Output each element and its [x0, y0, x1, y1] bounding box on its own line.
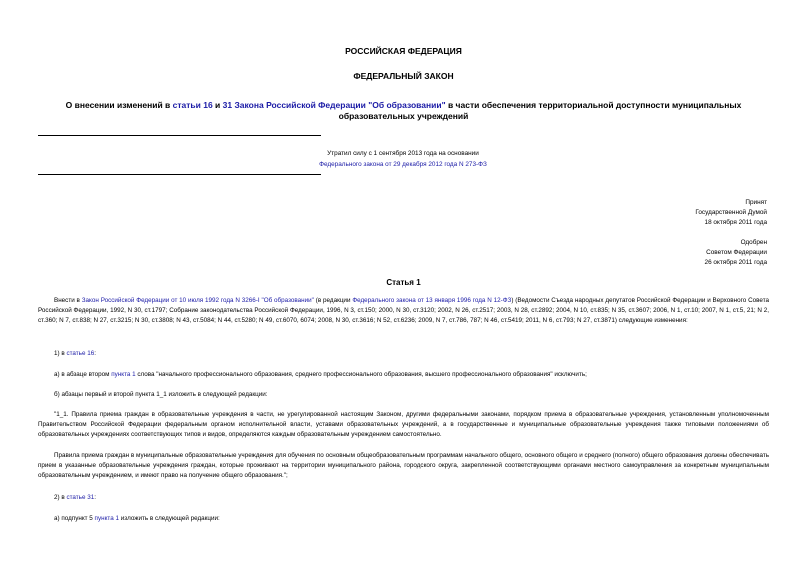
paragraph-text: а) подпункт 5 — [54, 515, 95, 522]
adopted-date: 18 октября 2011 года — [704, 219, 767, 226]
law-title — [40, 100, 767, 122]
link-article-31-item[interactable]: статье 31 — [66, 494, 95, 501]
subitem-2a — [38, 514, 769, 524]
subitem-1b: б) абзацы первый и второй пункта 1_1 изложить в следующей редакции: — [54, 391, 268, 398]
approved-label: Одобрен — [740, 239, 767, 246]
status-note-text: Утратил силу с 1 сентября 2013 года на основании — [327, 150, 479, 157]
link-article-31-law[interactable]: 31 Закона Российской Федерации "Об образовании" — [222, 100, 446, 110]
paragraph-text: изложить в следующей редакции: — [118, 515, 220, 522]
paragraph-text: : — [94, 350, 96, 357]
status-note — [100, 148, 706, 170]
link-article-16[interactable]: статьи 16 — [172, 100, 213, 110]
link-education-law[interactable]: Закон Российской Федерации от 10 июля 1992 года N 3266-I "Об образовании" — [81, 297, 314, 304]
paragraph-text: ) (Ведомости Съезда народных депутатов Российской Федерации и Верховного Совета Российской Федерации, 1992, N 30, ст.1797; Собрание законодательства Российской Федерации, 1996, N 3, ст.150; 2000, N 30, ст.3120; 2002, N 26, ст.2517; 2003, N 28, ст.2892; 2004, N 10, ст.835; N 35, ст.3607; 2006, N 1, ст.10; 2007, N 1, ст.5, 21; N 2, ст.360; N 7, ст.838; N 27, ст.3215; N 30, ст.3808; N 43, ст.5084; N 44, ст.5280; N 49, ст.6070, 6074; 2008, N 30, ст.3616; N 52, ст.6236; 2009, N 7, ст.786, 787; N 46, ст.5419; 2011, N 6, ст.793; N 27, ст.3871) следующие изменения: — [38, 297, 770, 325]
link-repealing-law[interactable]: Федерального закона от 29 декабря 2012 года N 273-ФЗ — [319, 161, 487, 168]
law-title-text: и — [212, 100, 223, 110]
paragraph-text: Внести в — [54, 297, 82, 304]
adopted-body: Государственной Думой — [695, 209, 767, 216]
article-title: Статья 1 — [386, 278, 421, 287]
link-point-1-art31[interactable]: пункта 1 — [94, 515, 119, 522]
quote-paragraph-2: Правила приема граждан в муниципальные образовательные учреждения для обучения по основным общеобразовательным программам начального общего, основного общего и среднего (полного) общего образования должны обеспечивать прием в указанные образовательные учреждения граждан, которые проживают на территории муниципального района, городского округа, закрепленной соответствующими органами местного самоуправления за конкретным муниципальным образовательным учреждением, и имеют право на получение общего образования."; — [38, 452, 769, 480]
country-title: РОССИЙСКАЯ ФЕДЕРАЦИЯ — [345, 46, 462, 56]
divider — [38, 135, 321, 136]
link-article-16-item[interactable]: статье 16 — [66, 350, 95, 357]
paragraph-text: а) в абзаце втором — [54, 371, 112, 378]
approved-block — [705, 238, 767, 268]
approved-body: Советом Федерации — [706, 249, 767, 256]
link-point-1[interactable]: пункта 1 — [111, 371, 136, 378]
item-2 — [38, 493, 769, 503]
paragraph-text: слова "начального профессионального образования, среднего профессионального образования, высшего профессионального образования" исключить; — [135, 371, 587, 378]
paragraph-text: (в редакции — [313, 297, 353, 304]
adopted-block — [695, 198, 767, 228]
divider — [38, 174, 321, 175]
subitem-1a — [38, 370, 769, 380]
doc-type-title: ФЕДЕРАЛЬНЫЙ ЗАКОН — [353, 71, 454, 81]
paragraph-text: 2) в — [54, 494, 67, 501]
law-title-text: в части обеспечения территориальной доступности муниципальных образовательных учреждений — [338, 100, 742, 121]
quote-paragraph-1: "1_1. Правила приема граждан в образовательные учреждения в части, не урегулированной настоящим Законом, другими федеральными законами, порядком приема в образовательные учреждения, установленным уполномоченным Правительством Российской Федерации федеральным органом исполнительной власти, уставами образовательных учреждений, а в государственные и муниципальные образовательные учреждения также типовыми положениями об образовательных учреждениях соответствующих типов и видов, определяются каждым образовательным учреждением самостоятельно. — [38, 411, 769, 439]
approved-date: 26 октября 2011 года — [704, 259, 767, 266]
law-title-text: О внесении изменений в — [65, 100, 173, 110]
item-1 — [38, 349, 769, 359]
link-federal-law-12fz[interactable]: Федерального закона от 13 января 1996 года N 12-ФЗ — [352, 297, 512, 304]
intro-paragraph — [38, 296, 769, 327]
adopted-label: Принят — [745, 199, 767, 206]
paragraph-text: : — [94, 494, 96, 501]
paragraph-text: 1) в — [54, 350, 67, 357]
